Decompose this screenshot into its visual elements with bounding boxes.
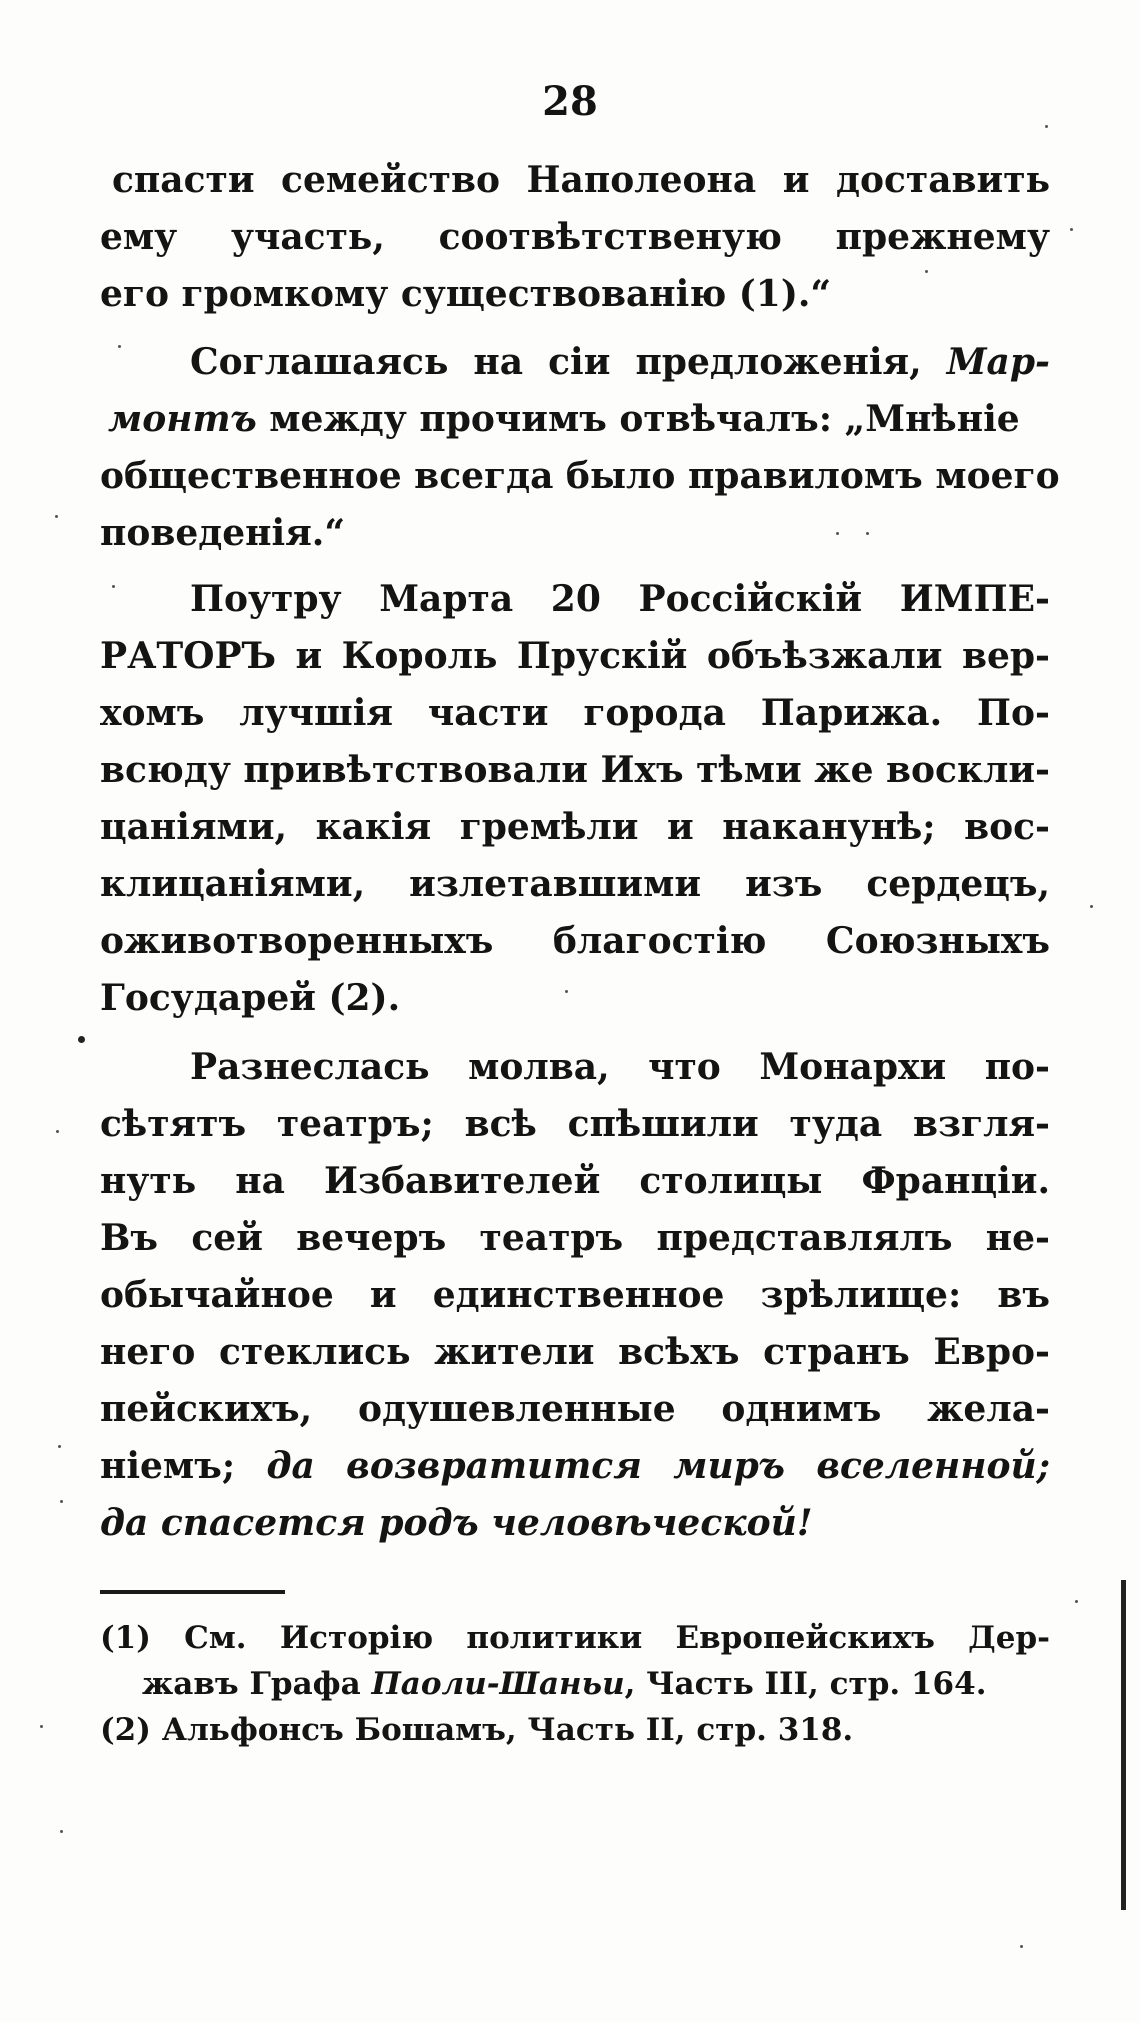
text-line: хомъ лучшія части города Парижа. По- [100, 692, 1050, 734]
scan-speck [40, 1725, 43, 1728]
scan-speck [60, 1830, 63, 1833]
italic-text: да возвратится миръ вселенной; [266, 1445, 1051, 1487]
scan-speck [112, 585, 115, 588]
italic-name: монтъ [108, 398, 257, 440]
text-line: цаніями, какія гремѣли и наканунѣ; вос- [100, 806, 1050, 848]
text-line: сѣтятъ театръ; всѣ спѣшили туда взгля- [100, 1103, 1050, 1145]
text-line: пейскихъ, одушевленные однимъ жела- [100, 1388, 1050, 1430]
text-line: РАТОРЪ и Король Прускій объѣзжали вер- [100, 635, 1050, 677]
scan-edge-mark [1121, 1580, 1126, 1910]
scan-speck [1020, 1945, 1023, 1948]
footnote-line [142, 1664, 986, 1704]
footnote-line: (2) Альфонсъ Бошамъ, Часть II, стр. 318. [100, 1712, 854, 1748]
scan-speck [58, 1445, 61, 1448]
text-line: Государей (2). [100, 977, 401, 1019]
text-line: обычайное и единственное зрѣлище: въ [100, 1274, 1050, 1316]
scan-speck [1045, 125, 1048, 128]
text-line: Поутру Марта 20 Россійскій ИМПЕ- [190, 578, 1050, 620]
scan-speck [118, 345, 121, 348]
italic-name: Паоли-Шаньи [371, 1666, 625, 1702]
text-line: оживотворенныхъ благостію Союзныхъ [100, 920, 1050, 962]
text-span: Соглашаясь на сіи предложенія, [190, 341, 947, 383]
scan-speck [56, 1130, 59, 1133]
footnote-line: (1) См. Исторію политики Европейскихъ Дер- [100, 1620, 1050, 1656]
scan-speck [866, 532, 869, 535]
italic-text-line: да спасется родъ человѣческой! [100, 1502, 813, 1544]
text-span: между прочимъ отвѣчалъ: „Мнѣніе [256, 398, 1020, 440]
text-line [100, 1441, 1050, 1491]
scan-speck [1070, 228, 1073, 231]
text-span: , Часть III, стр. 164. [624, 1666, 987, 1702]
text-line: него стеклись жители всѣхъ странъ Евро- [100, 1331, 1050, 1373]
text-line: Разнеслась молва, что Монархи по- [190, 1046, 1050, 1088]
scan-speck [1075, 1600, 1078, 1603]
text-line [108, 394, 1020, 444]
page-number: 28 [542, 78, 598, 125]
scan-speck [78, 1036, 85, 1043]
text-line: спасти семейство Наполеона и доставить [112, 159, 1050, 201]
text-line: всюду привѣтствовали Ихъ тѣми же воскли- [100, 749, 1050, 791]
scan-speck [1090, 905, 1093, 908]
scan-speck [55, 515, 58, 518]
text-line: Въ сей вечеръ театръ представлялъ не- [100, 1217, 1050, 1259]
text-line [190, 337, 1050, 387]
text-span: жавъ Графа [142, 1666, 372, 1702]
text-line: клицаніями, излетавшими изъ сердецъ, [100, 863, 1050, 905]
footnote-rule [100, 1590, 285, 1594]
scan-speck [925, 270, 928, 273]
text-line: нуть на Избавителей столицы Франціи. [100, 1160, 1050, 1202]
text-line: его громкому существованію (1).“ [100, 273, 832, 315]
scan-speck [836, 532, 839, 535]
text-span: ніемъ; [100, 1445, 267, 1487]
text-line: поведенія.“ [100, 512, 346, 554]
scan-speck [60, 1500, 63, 1503]
scan-speck [565, 990, 568, 993]
text-line: ему участь, соотвѣтственую прежнему [100, 216, 1050, 258]
italic-name: Мар- [946, 341, 1050, 383]
text-line: общественное всегда было правиломъ моего [100, 455, 1060, 497]
